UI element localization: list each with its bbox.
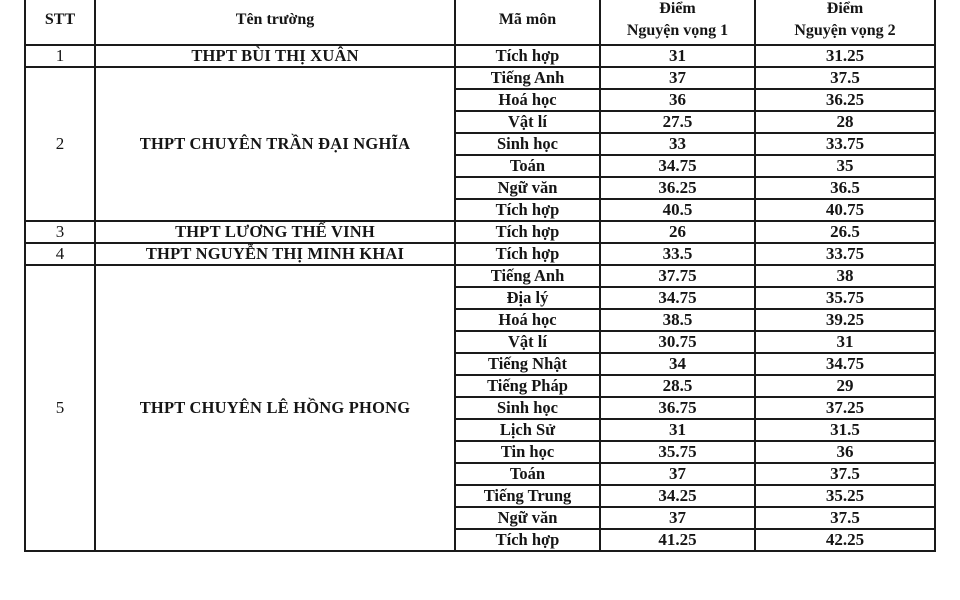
score-nv1: 31 (600, 419, 755, 441)
score-nv1: 36.25 (600, 177, 755, 199)
school-name: THPT BÙI THỊ XUÂN (95, 45, 455, 67)
score-nv1: 34.75 (600, 155, 755, 177)
subject-code: Sinh học (455, 133, 600, 155)
school-stt: 3 (25, 221, 95, 243)
subject-code: Lịch Sử (455, 419, 600, 441)
school-stt: 2 (25, 67, 95, 221)
score-nv2: 40.75 (755, 199, 935, 221)
header-stt: STT (25, 0, 95, 45)
score-nv2: 37.5 (755, 507, 935, 529)
subject-code: Toán (455, 155, 600, 177)
score-nv2: 36.25 (755, 89, 935, 111)
subject-code: Tiếng Pháp (455, 375, 600, 397)
header-school-name: Tên trường (95, 0, 455, 45)
subject-code: Vật lí (455, 111, 600, 133)
score-nv2: 37.25 (755, 397, 935, 419)
score-nv2: 42.25 (755, 529, 935, 551)
score-nv1: 37 (600, 507, 755, 529)
school-stt: 4 (25, 243, 95, 265)
header-score-nv1-line1: Điểm (659, 0, 696, 17)
school-name: THPT CHUYÊN LÊ HỒNG PHONG (95, 265, 455, 551)
score-nv2: 39.25 (755, 309, 935, 331)
score-nv1: 33 (600, 133, 755, 155)
score-nv2: 28 (755, 111, 935, 133)
subject-code: Vật lí (455, 331, 600, 353)
header-score-nv1 (600, 0, 755, 45)
score-nv2: 33.75 (755, 243, 935, 265)
score-nv1: 34.75 (600, 287, 755, 309)
header-score-nv2-line1: Điểm (826, 0, 864, 17)
score-nv2: 35.25 (755, 485, 935, 507)
score-nv2: 26.5 (755, 221, 935, 243)
subject-code: Ngữ văn (455, 507, 600, 529)
table-body (25, 45, 935, 551)
score-nv1: 36 (600, 89, 755, 111)
score-nv2: 33.75 (755, 133, 935, 155)
subject-code: Tiếng Nhật (455, 353, 600, 375)
school-stt: 1 (25, 45, 95, 67)
subject-code: Sinh học (455, 397, 600, 419)
subject-code: Địa lý (455, 287, 600, 309)
school-name: THPT CHUYÊN TRẦN ĐẠI NGHĨA (95, 67, 455, 221)
score-nv1: 38.5 (600, 309, 755, 331)
score-nv2: 29 (755, 375, 935, 397)
score-nv1: 31 (600, 45, 755, 67)
score-nv2: 35.75 (755, 287, 935, 309)
school-name: THPT NGUYỄN THỊ MINH KHAI (95, 243, 455, 265)
subject-code: Tiếng Anh (455, 265, 600, 287)
score-nv1: 30.75 (600, 331, 755, 353)
subject-code: Tích hợp (455, 221, 600, 243)
subject-code: Hoá học (455, 89, 600, 111)
score-nv1: 35.75 (600, 441, 755, 463)
score-nv1: 28.5 (600, 375, 755, 397)
header-score-nv2-line2: Nguyện vọng 2 (794, 22, 896, 39)
score-nv2: 36 (755, 441, 935, 463)
subject-code: Tích hợp (455, 243, 600, 265)
score-nv2: 31.5 (755, 419, 935, 441)
subject-code: Ngữ văn (455, 177, 600, 199)
table-row (25, 221, 935, 243)
subject-code: Tích hợp (455, 45, 600, 67)
score-nv1: 26 (600, 221, 755, 243)
score-nv2: 34.75 (755, 353, 935, 375)
score-nv2: 31.25 (755, 45, 935, 67)
table-row (25, 67, 935, 89)
score-nv2: 37.5 (755, 463, 935, 485)
score-nv1: 33.5 (600, 243, 755, 265)
score-nv1: 40.5 (600, 199, 755, 221)
subject-code: Tích hợp (455, 529, 600, 551)
subject-code: Hoá học (455, 309, 600, 331)
subject-code: Tiếng Anh (455, 67, 600, 89)
table-row (25, 243, 935, 265)
score-nv2: 35 (755, 155, 935, 177)
header-row (25, 0, 935, 45)
score-nv2: 36.5 (755, 177, 935, 199)
score-nv1: 37 (600, 67, 755, 89)
school-name: THPT LƯƠNG THẾ VINH (95, 221, 455, 243)
school-stt: 5 (25, 265, 95, 551)
table-row (25, 265, 935, 287)
score-nv1: 34 (600, 353, 755, 375)
cutoff-score-table (24, 0, 936, 552)
score-nv2: 38 (755, 265, 935, 287)
score-nv1: 37.75 (600, 265, 755, 287)
table-row (25, 45, 935, 67)
subject-code: Tích hợp (455, 199, 600, 221)
score-nv1: 41.25 (600, 529, 755, 551)
score-nv1: 34.25 (600, 485, 755, 507)
score-nv2: 31 (755, 331, 935, 353)
score-nv1: 37 (600, 463, 755, 485)
score-nv2: 37.5 (755, 67, 935, 89)
score-nv1: 36.75 (600, 397, 755, 419)
header-subject-code: Mã môn (455, 0, 600, 45)
score-nv1: 27.5 (600, 111, 755, 133)
subject-code: Tiếng Trung (455, 485, 600, 507)
header-score-nv2 (755, 0, 935, 45)
header-score-nv1-line2: Nguyện vọng 1 (626, 22, 729, 39)
subject-code: Tin học (455, 441, 600, 463)
subject-code: Toán (455, 463, 600, 485)
